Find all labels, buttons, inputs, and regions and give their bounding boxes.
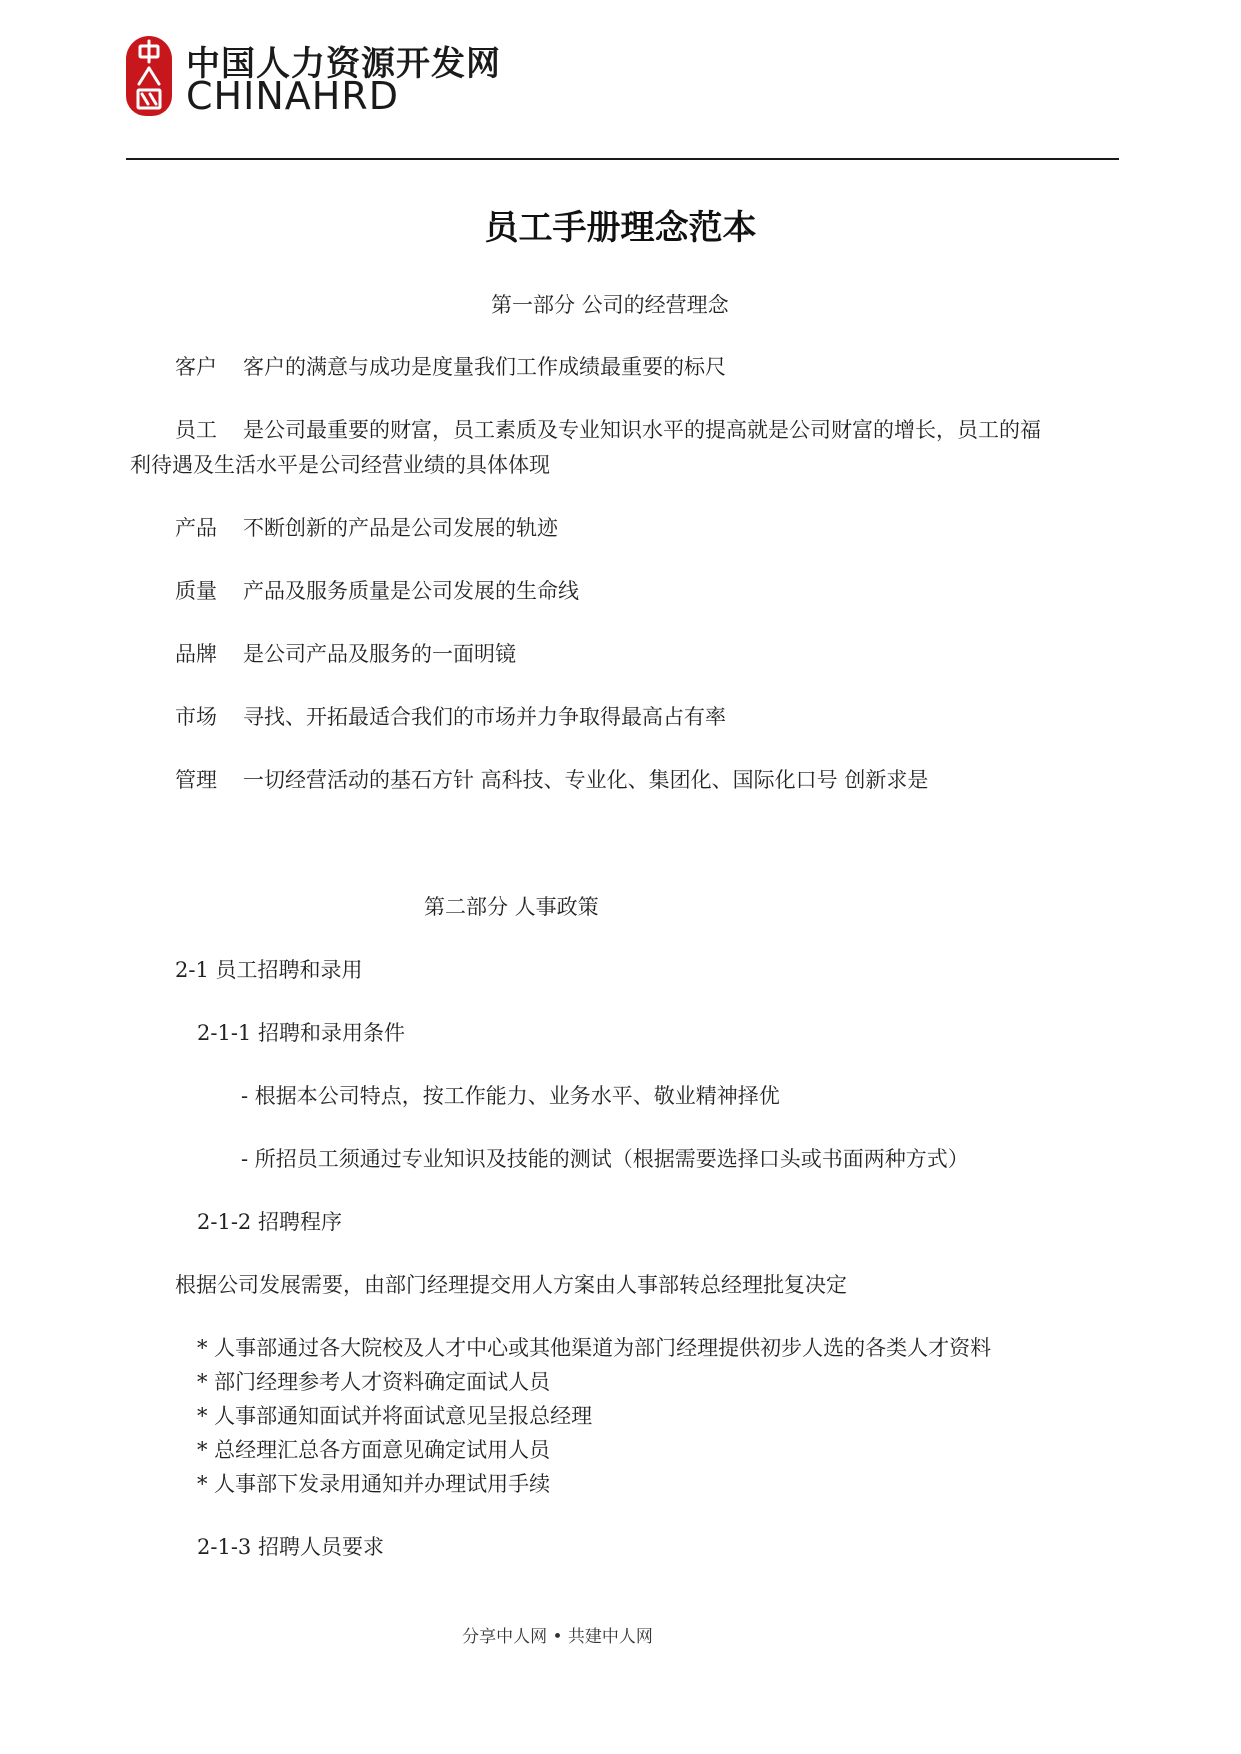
part2-heading: 第二部分 人事政策	[424, 895, 599, 919]
item-label: 质量	[175, 579, 217, 603]
condition-item: - 所招员工须通过专业知识及技能的测试（根据需要选择口头或书面两种方式）	[241, 1147, 969, 1171]
item-label: 员工	[175, 418, 217, 442]
logo-english-name: CHINAHRD	[186, 74, 399, 118]
item-label: 市场	[175, 705, 217, 729]
condition-item: - 根据本公司特点，按工作能力、业务水平、敬业精神择优	[241, 1084, 780, 1108]
list-item	[175, 763, 928, 797]
item-label: 品牌	[175, 642, 217, 666]
header-divider	[126, 158, 1119, 160]
item-text: 一切经营活动的基石方针 高科技、专业化、集团化、国际化口号 创新求是	[243, 768, 929, 792]
list-item	[175, 637, 516, 671]
procedure-step: * 部门经理参考人才资料确定面试人员	[197, 1370, 551, 1394]
list-item	[175, 413, 1041, 447]
item-text-continued: 利待遇及生活水平是公司经营业绩的具体体现	[130, 453, 550, 477]
item-text: 寻找、开拓最适合我们的市场并力争取得最高占有率	[243, 705, 726, 729]
procedure-step: * 人事部下发录用通知并办理试用手续	[197, 1472, 551, 1496]
seal-logo-icon	[126, 36, 172, 116]
section-heading-2-1-1: 2-1-1 招聘和录用条件	[197, 1021, 405, 1045]
list-item	[175, 511, 558, 545]
item-text: 客户的满意与成功是度量我们工作成绩最重要的标尺	[243, 355, 726, 379]
procedure-intro: 根据公司发展需要，由部门经理提交用人方案由人事部转总经理批复决定	[175, 1273, 847, 1297]
list-item	[175, 350, 726, 384]
logo-chinese-name: 中国人力资源开发网	[186, 44, 501, 84]
item-label: 客户	[175, 355, 217, 379]
item-label: 管理	[175, 768, 217, 792]
section-heading-2-1-3: 2-1-3 招聘人员要求	[197, 1535, 384, 1559]
section-heading-2-1: 2-1 员工招聘和录用	[175, 958, 363, 982]
page-footer: 分享中人网 • 共建中人网	[462, 1627, 653, 1647]
item-text: 不断创新的产品是公司发展的轨迹	[243, 516, 558, 540]
procedure-step: * 人事部通知面试并将面试意见呈报总经理	[197, 1404, 593, 1428]
procedure-step: * 人事部通过各大院校及人才中心或其他渠道为部门经理提供初步人选的各类人才资料	[197, 1336, 992, 1360]
item-text: 产品及服务质量是公司发展的生命线	[243, 579, 579, 603]
procedure-step: * 总经理汇总各方面意见确定试用人员	[197, 1438, 551, 1462]
item-text: 是公司最重要的财富，员工素质及专业知识水平的提高就是公司财富的增长，员工的福	[243, 418, 1041, 442]
chinahrd-logo	[126, 34, 506, 118]
part1-heading: 第一部分 公司的经营理念	[491, 293, 729, 317]
list-item	[175, 574, 579, 608]
list-item	[175, 700, 726, 734]
item-label: 产品	[175, 516, 217, 540]
item-text: 是公司产品及服务的一面明镜	[243, 642, 516, 666]
document-title: 员工手册理念范本	[484, 208, 757, 248]
section-heading-2-1-2: 2-1-2 招聘程序	[197, 1210, 342, 1234]
